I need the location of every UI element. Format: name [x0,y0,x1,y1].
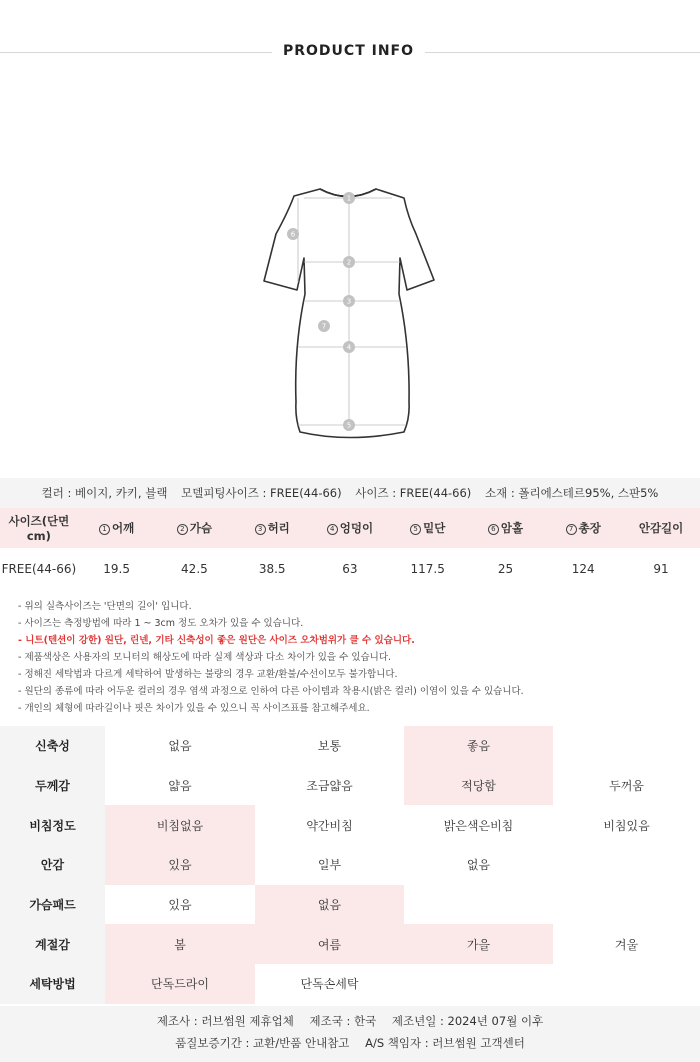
product-summary-row [0,478,700,508]
section-title: PRODUCT INFO [282,43,415,59]
fit-table [0,726,700,1004]
fit-label: 가슴패드 [0,885,105,925]
fit-option: 없음 [466,858,491,873]
size-header-label: 암홀 [500,521,524,535]
fit-label: 신축성 [0,726,105,766]
table-row [0,885,700,925]
marker-1: 1 [346,194,352,203]
size-header-label: 어깨 [112,521,135,535]
number-circle-icon: 3 [255,524,266,535]
size-cell: 63 [342,562,358,576]
size-header-label: 가슴 [189,521,213,535]
table-row [0,964,700,1004]
fit-option: 단독손세탁 [300,977,359,992]
table-row [0,805,700,845]
header-divider-left [0,52,272,53]
fit-option: 겨울 [614,937,639,952]
fit-option-selected: 단독드라이 [105,964,255,1004]
size-cell: 91 [653,562,669,576]
size-cell: 25 [497,562,514,576]
manufacturer-info [0,1006,700,1062]
size-cell: 42.5 [181,562,208,576]
fit-option: 약간비침 [306,818,353,833]
size-cell: FREE(44-66) [1,562,77,576]
footer-country: 제조국 : 한국 [309,1014,377,1028]
fit-option [553,885,700,925]
table-row [0,726,700,766]
size-cell: 19.5 [103,562,130,576]
product-model-size: 모델피팅사이즈 : FREE(44-66) [181,486,342,500]
size-header-cell [311,508,389,548]
note-line: - 정해진 세탁법과 다르게 세탁하여 발생하는 불량의 경우 교환/환불/수선이모두 불가합니다. [18,669,398,680]
footer-date: 제조년일 : 2024년 07월 이후 [391,1014,544,1028]
dress-sketch [258,182,438,442]
number-circle-icon: 7 [566,524,577,535]
size-table-header [0,508,700,548]
product-color: 컬러 : 베이지, 카키, 블랙 [41,486,168,500]
fit-label: 세탁방법 [0,964,105,1004]
size-header-cell [389,508,467,548]
size-header-cell [78,508,156,548]
footer-warranty: 품질보증기간 : 교환/반품 안내참고 [175,1036,350,1050]
size-header-label: 밑단 [423,521,446,535]
marker-6: 6 [290,230,296,239]
fit-option: 얇음 [168,779,192,794]
size-header-label: 안감길이 [638,521,684,535]
note-line: - 제품색상은 사용자의 모니터의 해상도에 따라 실제 색상과 다소 차이가 있을 수 있습니다. [18,652,392,663]
number-circle-icon: 4 [327,524,338,535]
fit-option: 조금얇음 [306,779,353,794]
header-divider-right [425,52,700,53]
size-header-label: 허리 [267,521,290,535]
footer-as: A/S 책임자 : 러브썸원 고객센터 [365,1036,525,1050]
size-cell: 38.5 [258,562,286,576]
size-header-cell [156,508,234,548]
note-line: - 사이즈는 측정방법에 따라 1 ~ 3cm 정도 오차가 있을 수 있습니다. [18,618,304,629]
fit-option: 있음 [168,898,192,913]
table-row [0,766,700,806]
size-notes [18,598,688,717]
note-line-warning: - 니트(텐션이 강한) 원단, 린넨, 기타 신축성이 좋은 원단은 사이즈 오차범위가 클 수 있습니다. [18,635,415,646]
size-header-cell [467,508,545,548]
fit-option: 일부 [317,858,342,873]
footer-line [0,1006,700,1032]
marker-4: 4 [346,343,352,352]
fit-option: 밝은색은비침 [443,818,514,833]
number-circle-icon: 5 [410,524,421,535]
size-table [0,508,700,590]
number-circle-icon: 6 [488,524,499,535]
fit-option-selected: 없음 [255,885,404,925]
size-cell: 124 [571,562,595,576]
fit-label: 두께감 [0,766,105,806]
fit-option [404,964,553,1004]
size-header-label: 사이즈(단면cm) [8,514,70,543]
product-size: 사이즈 : FREE(44-66) [355,486,472,500]
fit-option-selected: 적당함 [404,766,553,806]
fit-option-selected: 좋음 [404,726,553,766]
note-line: - 위의 실측사이즈는 '단면의 길이' 입니다. [18,601,192,612]
footer-manufacturer: 제조사 : 러브썸원 제휴업체 [156,1014,294,1028]
number-circle-icon: 1 [99,524,110,535]
fit-option [553,964,700,1004]
product-material: 소재 : 폴리에스테르95%, 스판5% [484,486,659,500]
fit-option [404,885,553,925]
fit-option [553,726,700,766]
note-line: - 개인의 체형에 따라길이나 핏은 차이가 있을 수 있으니 꼭 사이즈표를 참고해주세요. [18,703,370,714]
fit-option-selected: 봄 [105,924,255,964]
number-circle-icon: 2 [177,524,188,535]
footer-line [0,1032,700,1054]
fit-option-selected: 여름 [255,924,404,964]
size-header-cell [544,508,622,548]
fit-option [553,845,700,885]
marker-5: 5 [346,421,352,430]
fit-label: 비침정도 [0,805,105,845]
fit-label: 계절감 [0,924,105,964]
size-cell: 117.5 [410,562,445,576]
table-row [0,924,700,964]
table-row [0,548,700,590]
size-header-label: 엉덩이 [339,521,374,535]
dress-measurement-diagram [258,182,438,442]
fit-label: 안감 [0,845,105,885]
fit-option: 두꺼움 [609,779,644,794]
fit-option: 없음 [168,739,192,754]
fit-option-selected: 있음 [105,845,255,885]
fit-option: 보통 [317,739,342,754]
size-header-cell [622,508,700,548]
marker-7: 7 [321,322,327,331]
marker-3: 3 [346,297,352,306]
note-line: - 원단의 종류에 따라 어두운 컬러의 경우 염색 과정으로 인하여 다른 아이템과 착용시(밝은 컬러) 이염이 있을 수 있습니다. [18,686,524,697]
size-header-cell [233,508,311,548]
fit-option-selected: 비침없음 [105,805,255,845]
fit-option: 비침있음 [603,818,650,833]
table-row [0,845,700,885]
fit-option-selected: 가을 [404,924,553,964]
section-header [0,0,700,106]
marker-2: 2 [346,258,352,267]
size-header-label: 총장 [578,521,601,535]
size-header-cell [0,508,78,548]
